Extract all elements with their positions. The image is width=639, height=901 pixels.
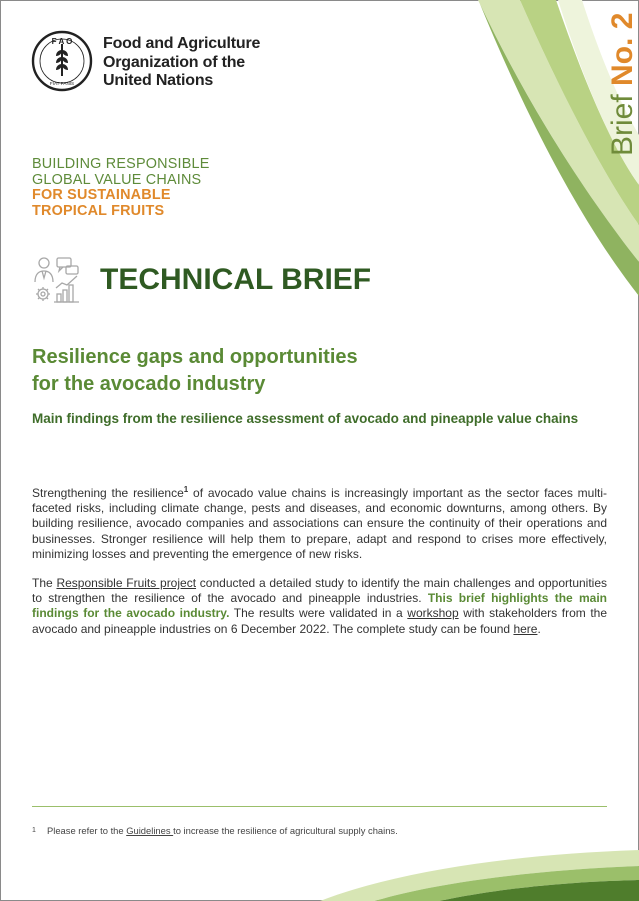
- org-name-line1: Food and Agriculture: [103, 35, 261, 52]
- page-title-line1: Resilience gaps and opportunities: [32, 346, 358, 368]
- project-paragraph: [32, 576, 607, 637]
- p2-highlight: This brief highlights the main findings for the avocado industry.: [32, 591, 607, 621]
- responsible-fruits-project-link[interactable]: Responsible Fruits project: [56, 576, 197, 590]
- footnote-number: 1: [32, 827, 36, 834]
- series-line4: TROPICAL FRUITS: [32, 202, 165, 219]
- brief-number-label: [608, 13, 638, 156]
- fao-logo-motto: FIAT PANIS: [49, 81, 75, 86]
- guidelines-link[interactable]: Guidelines: [126, 825, 174, 836]
- analyst-chart-icon: [31, 254, 81, 306]
- series-line3: FOR SUSTAINABLE: [32, 187, 171, 203]
- page-subtitle: Main findings from the resilience assessment of avocado and pineapple value chains: [32, 411, 579, 426]
- footnote-ref-1: 1: [183, 485, 189, 494]
- series-line1: BUILDING RESPONSIBLE: [32, 156, 210, 172]
- footnote-divider: [32, 806, 607, 807]
- org-name-line2: Organization of the: [103, 53, 245, 71]
- fao-logo-icon: [31, 30, 93, 92]
- p2-text-c: The results were validated in a: [229, 606, 408, 621]
- p2-text-d: with stakeholders from the avocado and pineapple industries on 6 December 2022. The complete study can be found: [32, 606, 608, 636]
- workshop-link[interactable]: workshop: [407, 606, 459, 621]
- p1-text-b: of avocado value chains is increasingly important as the sector faces multi-faceted risks, including climate change, pests and diseases, and economic downturns, among others. By building resilience, avocado companies and associations can ensure the continuity of their operations and businesses. Stronger resilience will help them to prepare, adapt and respond to crises more effectively, minimizing losses and preventing the emergence of new risks.: [32, 486, 608, 561]
- footnote-text-b: to increase the resilience of agricultural supply chains.: [173, 825, 398, 836]
- bottom-swoosh-decoration: [280, 840, 639, 901]
- series-title: [32, 157, 210, 219]
- p2-text-b: conducted a detailed study to identify the main challenges and opportunities to strengthen the resilience of the avocado and pineapple industries.: [32, 576, 608, 606]
- brief-number: No. 2: [606, 12, 639, 86]
- footnote: [32, 825, 398, 837]
- intro-paragraph: [32, 486, 607, 562]
- page-title-line2: for the avocado industry: [32, 373, 266, 395]
- org-name-line3: United Nations: [103, 72, 214, 89]
- organization-name: [103, 35, 260, 91]
- fao-logo-letters: F A O: [51, 37, 73, 46]
- page-title: [32, 344, 358, 398]
- p1-text-a: Strengthening the resilience: [32, 486, 184, 500]
- technical-brief-heading: TECHNICAL BRIEF: [100, 263, 372, 296]
- p2-text-e: .: [537, 621, 541, 636]
- here-link[interactable]: here: [513, 621, 538, 636]
- series-line2: GLOBAL VALUE CHAINS: [32, 171, 202, 188]
- p2-text-a: The: [32, 576, 57, 590]
- footnote-text-a: Please refer to the: [47, 825, 127, 836]
- brief-word: Brief: [606, 94, 639, 156]
